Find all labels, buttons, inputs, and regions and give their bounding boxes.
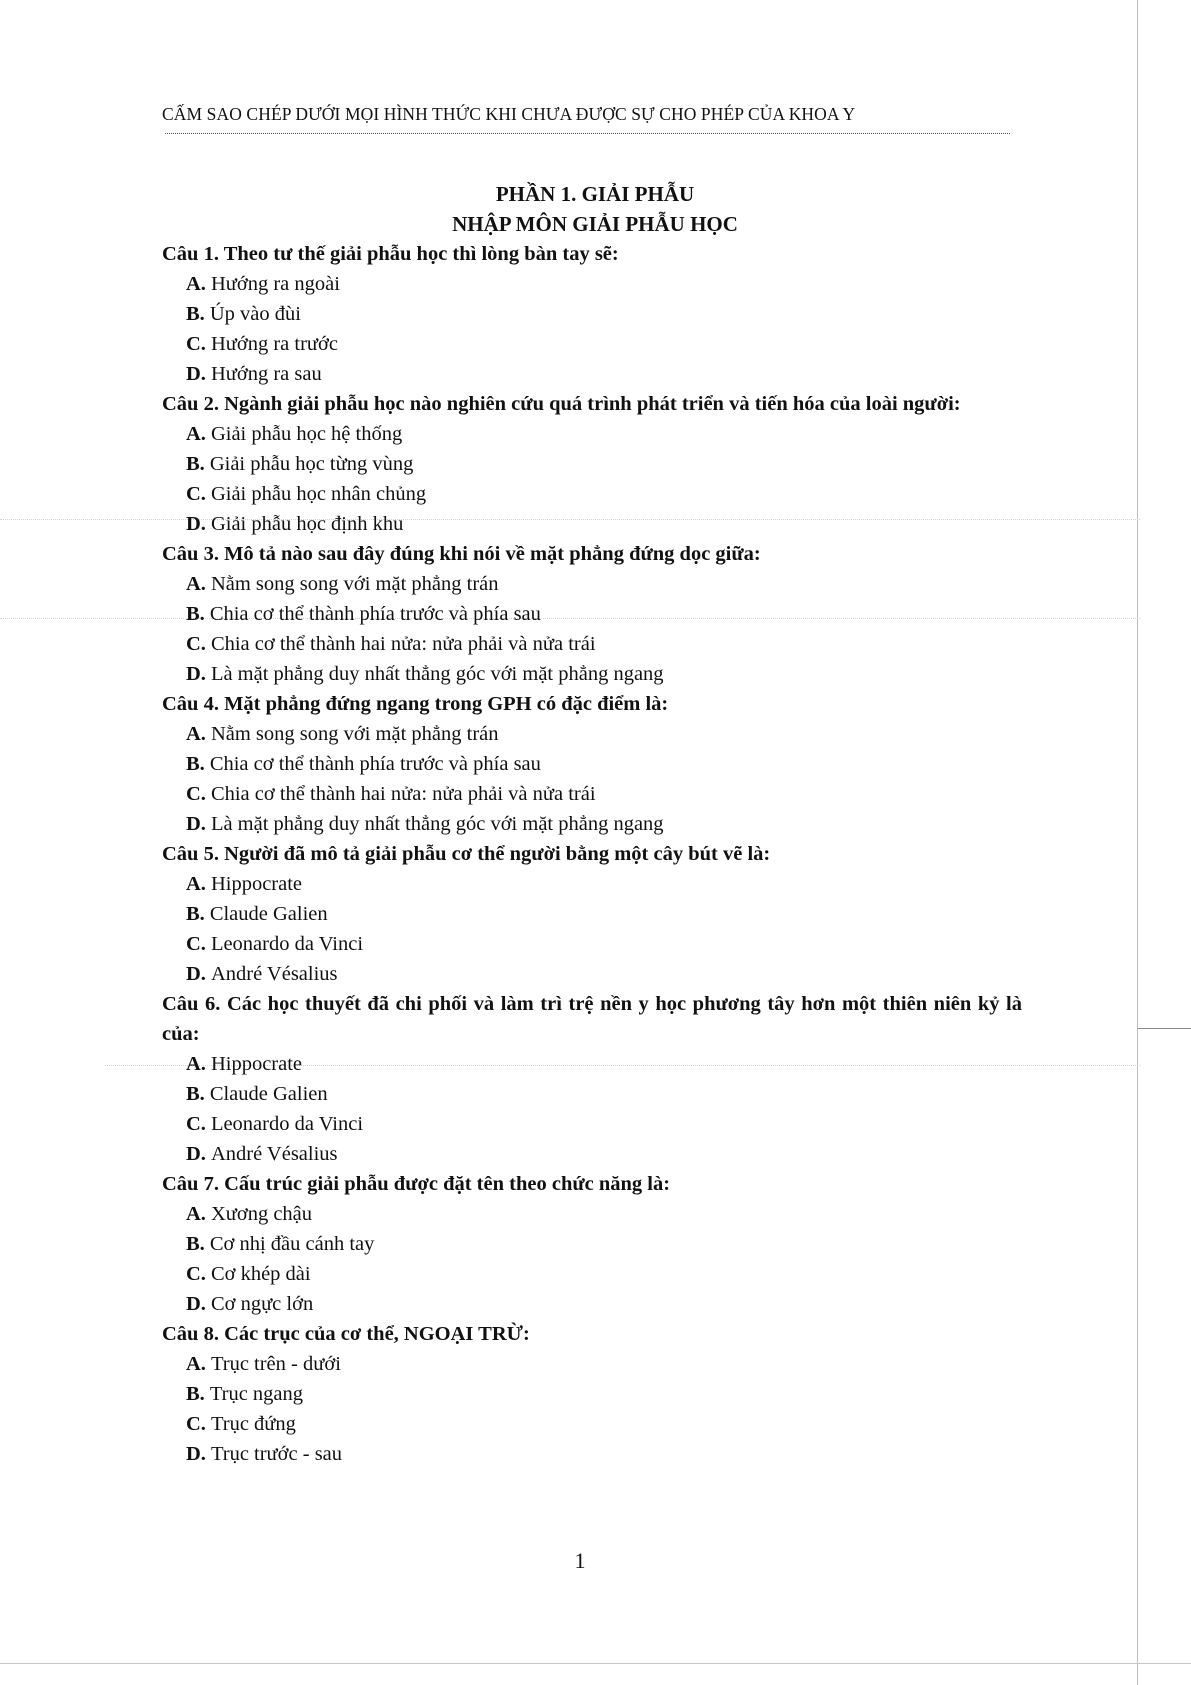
scan-edge-line: [0, 1663, 1191, 1664]
scan-margin-mark: [1138, 1028, 1191, 1029]
answer-options: [162, 1349, 1022, 1469]
option-letter: B.: [186, 303, 205, 325]
question-text: Câu 5. Người đã mô tả giải phẫu cơ thể người bằng một cây bút vẽ là:: [162, 843, 771, 865]
option-letter: A.: [186, 423, 206, 445]
question-text: Câu 3. Mô tả nào sau đây đúng khi nói về mặt phẳng đứng dọc giữa:: [162, 543, 761, 565]
answer-option: [186, 899, 1022, 929]
option-text: Cơ nhị đầu cánh tay: [209, 1233, 375, 1255]
answer-option: [186, 1379, 1022, 1409]
question-text: Câu 6. Các học thuyết đã chi phối và làm trì trệ nền y học phương tây hơn một thiên niên kỷ là của:: [162, 993, 1022, 1045]
option-letter: C.: [186, 483, 206, 505]
option-text: Hướng ra ngoài: [210, 273, 340, 295]
option-text: Chia cơ thể thành phía trước và phía sau: [209, 753, 541, 775]
option-letter: B.: [186, 1383, 205, 1405]
question-block: [162, 239, 1022, 389]
question-text: Câu 4. Mặt phẳng đứng ngang trong GPH có đặc điểm là:: [162, 693, 669, 715]
scan-edge-line: [1137, 0, 1138, 1685]
option-text: Là mặt phẳng duy nhất thẳng góc với mặt phẳng ngang: [210, 663, 664, 685]
option-text: Xương chậu: [210, 1203, 313, 1225]
question-text: Câu 8. Các trục của cơ thể, NGOẠI TRỪ:: [162, 1323, 530, 1345]
answer-option: [186, 419, 1022, 449]
option-text: Chia cơ thể thành phía trước và phía sau: [209, 603, 541, 625]
option-text: Hướng ra trước: [210, 333, 338, 355]
option-text: Cơ khép dài: [210, 1263, 311, 1285]
answer-option: [186, 1439, 1022, 1469]
answer-option: [186, 1229, 1022, 1259]
answer-option: [186, 299, 1022, 329]
option-letter: A.: [186, 573, 206, 595]
copyright-header: CẤM SAO CHÉP DƯỚI MỌI HÌNH THỨC KHI CHƯA ĐƯỢC SỰ CHO PHÉP CỦA KHOA Y: [162, 104, 856, 124]
option-letter: D.: [186, 1293, 206, 1315]
option-letter: C.: [186, 783, 206, 805]
answer-option: [186, 1199, 1022, 1229]
answer-option: [186, 1049, 1022, 1079]
option-letter: D.: [186, 663, 206, 685]
answer-options: [162, 569, 1022, 689]
question-text: Câu 2. Ngành giải phẫu học nào nghiên cứu quá trình phát triển và tiến hóa của loài người:: [162, 393, 961, 415]
option-letter: D.: [186, 1443, 206, 1465]
option-text: Giải phẫu học định khu: [210, 513, 404, 535]
option-letter: B.: [186, 453, 205, 475]
option-text: Hướng ra sau: [210, 363, 322, 385]
answer-option: [186, 329, 1022, 359]
option-text: Chia cơ thể thành hai nửa: nửa phải và nửa trái: [210, 633, 596, 655]
option-text: Úp vào đùi: [209, 303, 301, 325]
option-letter: B.: [186, 1233, 205, 1255]
option-text: Claude Galien: [209, 903, 328, 925]
answer-options: [162, 869, 1022, 989]
option-text: Hippocrate: [210, 1053, 303, 1075]
answer-option: [186, 809, 1022, 839]
answer-options: [162, 269, 1022, 389]
option-letter: C.: [186, 933, 206, 955]
option-letter: C.: [186, 633, 206, 655]
option-text: Nằm song song với mặt phẳng trán: [210, 573, 499, 595]
option-text: Hippocrate: [210, 873, 303, 895]
answer-option: [186, 1289, 1022, 1319]
option-letter: A.: [186, 273, 206, 295]
option-text: Giải phẫu học hệ thống: [210, 423, 403, 445]
answer-option: [186, 1409, 1022, 1439]
answer-option: [186, 719, 1022, 749]
question-block: [162, 689, 1022, 839]
option-letter: C.: [186, 333, 206, 355]
answer-option: [186, 269, 1022, 299]
option-text: Giải phẫu học từng vùng: [209, 453, 414, 475]
option-text: Claude Galien: [209, 1083, 328, 1105]
answer-option: [186, 869, 1022, 899]
question-text: Câu 1. Theo tư thế giải phẫu học thì lòng bàn tay sẽ:: [162, 243, 619, 265]
option-text: André Vésalius: [210, 1143, 338, 1165]
option-letter: D.: [186, 963, 206, 985]
answer-option: [186, 449, 1022, 479]
answer-option: [186, 569, 1022, 599]
option-text: Cơ ngực lớn: [210, 1293, 314, 1315]
answer-option: [186, 1109, 1022, 1139]
option-text: André Vésalius: [210, 963, 338, 985]
answer-option: [186, 779, 1022, 809]
question-block: [162, 539, 1022, 689]
answer-option: [186, 929, 1022, 959]
answer-option: [186, 959, 1022, 989]
option-letter: D.: [186, 1143, 206, 1165]
option-letter: B.: [186, 753, 205, 775]
option-text: Giải phẫu học nhân chủng: [210, 483, 427, 505]
option-text: Leonardo da Vinci: [210, 933, 364, 955]
option-letter: A.: [186, 723, 206, 745]
answer-option: [186, 1139, 1022, 1169]
answer-options: [162, 419, 1022, 539]
answer-option: [186, 1259, 1022, 1289]
option-letter: A.: [186, 1203, 206, 1225]
option-letter: C.: [186, 1113, 206, 1135]
option-letter: A.: [186, 1353, 206, 1375]
option-letter: D.: [186, 813, 206, 835]
option-text: Trục đứng: [210, 1413, 296, 1435]
answer-option: [186, 629, 1022, 659]
header-divider: [165, 133, 1010, 134]
question-block: [162, 839, 1022, 989]
answer-option: [186, 1079, 1022, 1109]
answer-option: [186, 359, 1022, 389]
chapter-title: NHẬP MÔN GIẢI PHẪU HỌC: [452, 212, 738, 236]
question-block: [162, 1169, 1022, 1319]
option-letter: D.: [186, 513, 206, 535]
option-text: Nằm song song với mặt phẳng trán: [210, 723, 499, 745]
option-letter: B.: [186, 1083, 205, 1105]
option-text: Leonardo da Vinci: [210, 1113, 364, 1135]
option-text: Chia cơ thể thành hai nửa: nửa phải và nửa trái: [210, 783, 596, 805]
title-block: [170, 179, 1020, 239]
option-letter: C.: [186, 1263, 206, 1285]
question-list: [162, 239, 1022, 1469]
page-number: 1: [574, 1548, 586, 1573]
option-text: Trục trên - dưới: [210, 1353, 341, 1375]
answer-options: [162, 719, 1022, 839]
option-letter: B.: [186, 903, 205, 925]
option-text: Trục ngang: [209, 1383, 304, 1405]
answer-option: [186, 509, 1022, 539]
option-letter: B.: [186, 603, 205, 625]
option-text: Là mặt phẳng duy nhất thẳng góc với mặt phẳng ngang: [210, 813, 664, 835]
option-letter: C.: [186, 1413, 206, 1435]
answer-option: [186, 1349, 1022, 1379]
question-block: [162, 1319, 1022, 1469]
answer-option: [186, 599, 1022, 629]
option-letter: A.: [186, 873, 206, 895]
option-letter: D.: [186, 363, 206, 385]
answer-options: [162, 1049, 1022, 1169]
answer-options: [162, 1199, 1022, 1319]
part-title: PHẦN 1. GIẢI PHẪU: [495, 182, 695, 206]
question-block: [162, 989, 1022, 1169]
answer-option: [186, 479, 1022, 509]
answer-option: [186, 659, 1022, 689]
question-text: Câu 7. Cấu trúc giải phẫu được đặt tên theo chức năng là:: [162, 1173, 671, 1195]
question-block: [162, 389, 1022, 539]
option-text: Trục trước - sau: [210, 1443, 343, 1465]
answer-option: [186, 749, 1022, 779]
option-letter: A.: [186, 1053, 206, 1075]
